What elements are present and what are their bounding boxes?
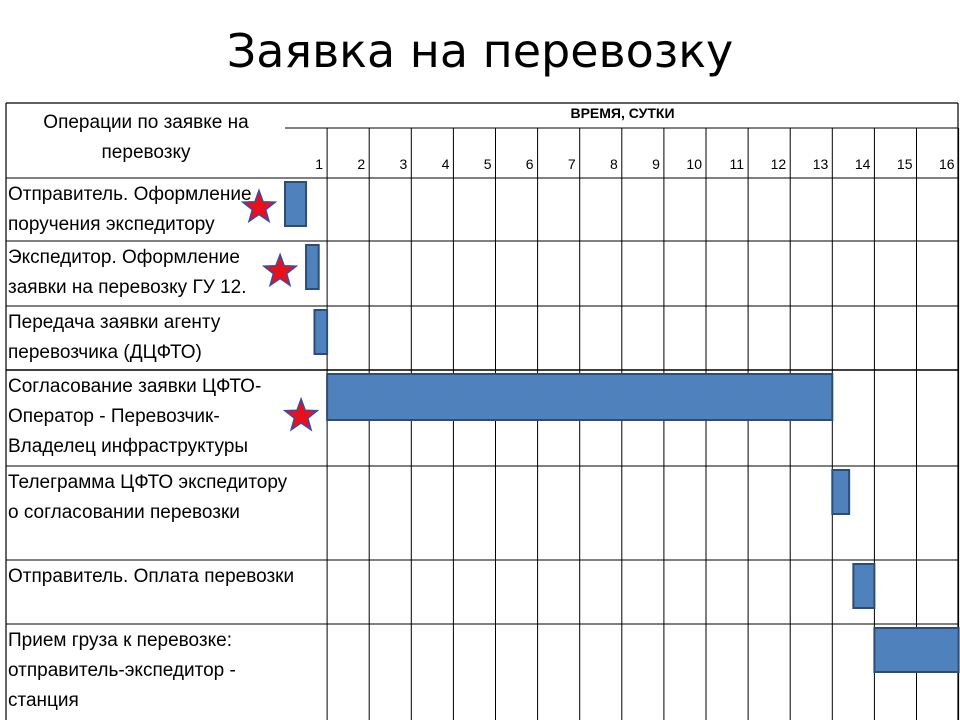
gantt-bar [832,470,849,514]
day-label: 10 [686,156,702,172]
row-label: Передача заявки агенту перевозчика (ДЦФТО) [8,312,221,363]
row-label: Отправитель. Оформление поручения экспедитору [8,184,252,235]
day-label: 4 [441,156,450,172]
gantt-bar [314,310,327,354]
header-time: ВРЕМЯ, СУТКИ [570,105,675,121]
header-operations: Операции по заявке на перевозку [43,112,249,163]
row-label: Прием груза к перевозке: отправитель-экспедитор - станция [8,630,236,711]
day-label: 5 [483,156,492,172]
day-label: 6 [525,156,534,172]
page-title: Заявка на перевозку [226,24,734,78]
row-label: Согласование заявки ЦФТО-Оператор - Перевозчик-Владелец инфраструктуры [8,376,262,457]
gantt-bar [306,245,319,289]
day-label: 15 [896,156,913,172]
day-label: 8 [610,156,618,172]
row-label: Экспедитор. Оформление заявки на перевозку ГУ 12. [8,247,247,298]
day-label: 14 [854,156,871,172]
gantt-bar [327,374,832,420]
day-label: 12 [770,156,787,172]
day-label: 7 [567,156,576,172]
day-label: 9 [652,156,660,172]
day-label: 11 [729,156,745,172]
gantt-bar [853,564,874,608]
day-label: 16 [939,156,955,172]
row-label: Телеграмма ЦФТО экспедитору о согласовании перевозки [8,472,288,523]
day-label: 1 [315,156,324,172]
day-label: 3 [399,156,408,172]
day-label: 2 [357,156,366,172]
gantt-bar [874,628,958,672]
day-label: 13 [812,156,829,172]
row-label: Отправитель. Оплата перевозки [8,566,295,587]
